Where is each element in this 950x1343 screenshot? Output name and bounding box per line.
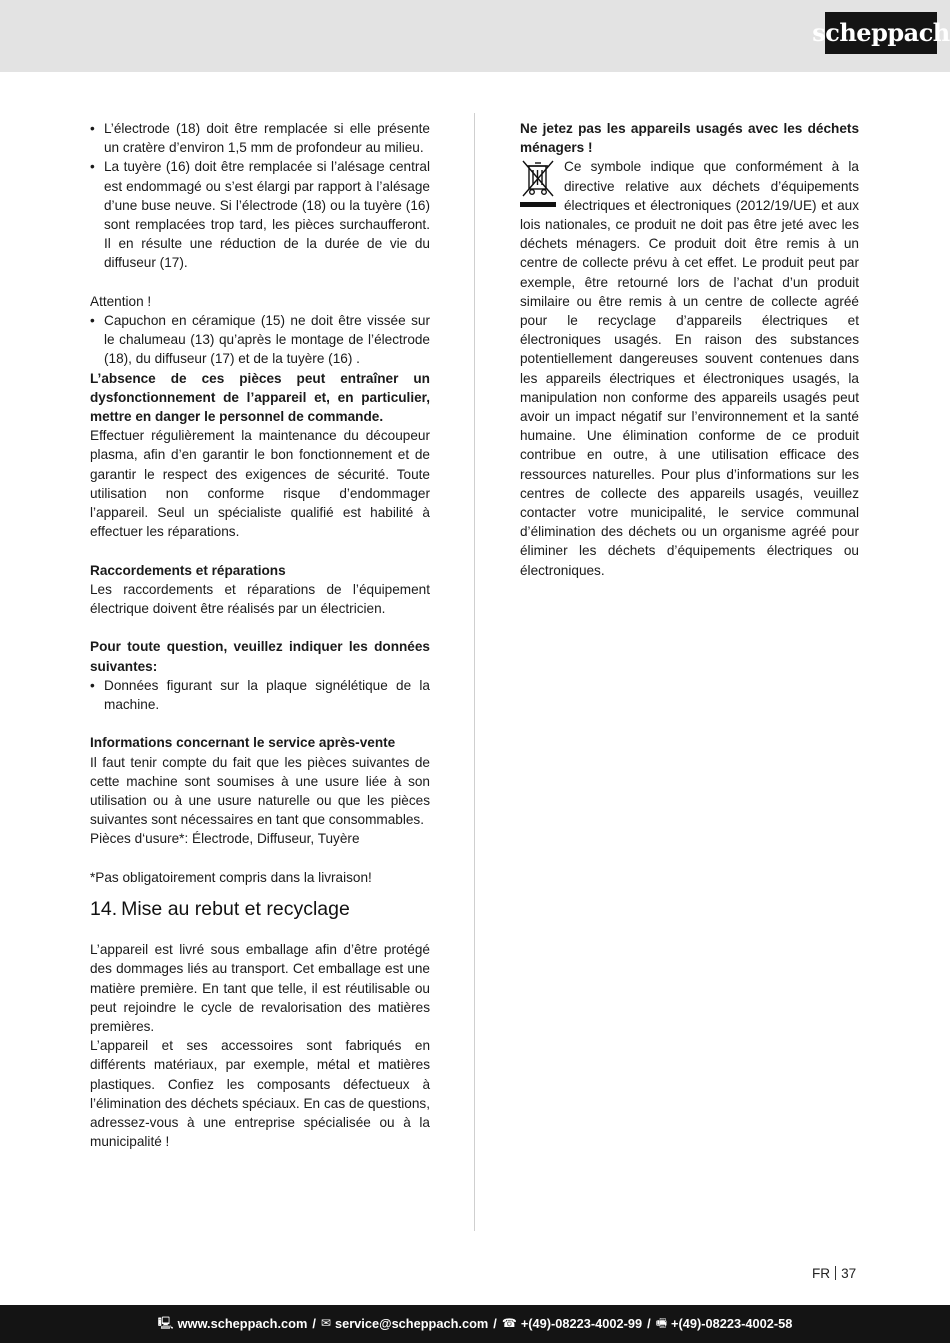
page-number xyxy=(812,1264,856,1283)
weee-text: Ce symbole indique que conformément à la directive relative aux déchets d’équipements électriques et électroniques (2012/19/UE) et aux lois nationales, ce produit ne doit pas être jeté avec les déchets ménagers. Ce produit doit être remis à un centre de collecte prévu à cet effet. Le produit peut par exemple, être retourné lors de l’achat d’un produit similaire ou être remis à un centre de collecte agréé pour le recyclage d’appareils électriques et électroniques usagés. En raison des substances potentiellement dangereuses souvent contenues dans les appareils électriques et électroniques usagés, la manipulation non conforme des appareils usagés peut avoir un impact négatif sur l’environnement et la santé humaine. Une élimination conforme de ce produit contribue en outre, à une utilisation efficace des ressources naturelles. Pour plus d’informations sur les centres de collecte des appareils usagés, veuillez contacter votre municipalité, le service communal d’élimination des déchets ou un organisme agréé pour éliminer les déchets d’équipements électriques ou électroniques. xyxy=(520,159,859,578)
footer-separator: / xyxy=(493,1316,497,1332)
footer-separator: / xyxy=(647,1316,651,1332)
left-column xyxy=(90,119,430,1151)
column-divider xyxy=(474,113,475,1231)
footer-fax: +(49)-08223-4002-58 xyxy=(671,1316,793,1332)
list-item: • Capuchon en céramique (15) ne doit être vissée sur le chalumeau (13) qu’après le montage de l’électrode (18), du diffuseur (17) et de la tuyère (16) . xyxy=(90,311,430,369)
section-number: 14. xyxy=(90,898,118,921)
electrode-nozzle-list xyxy=(90,119,430,273)
maintenance-text: Effectuer régulièrement la maintenance du découpeur plasma, afin d’en garantir le bon fonctionnement et de garantir le respect des exigences de sécurité. Toute utilisation non conforme risque d’endommager l’appareil. Seul un spécialiste qualifié est habilité à effectuer les réparations. xyxy=(90,428,430,540)
list-item: • La tuyère (16) doit être remplacée si l’alésage central est endommagé ou s’est élargi par rapport à l’alésage d’une buse neuve. Si l’électrode (18) ou la tuyère (16) sont remplacées trop tard, les pièces surchaufferont. Il en résulte une réduction de la durée de vie du diffuseur (17). xyxy=(90,157,430,272)
disposal-paragraph-1: L’appareil est livré sous emballage afin d’être protégé des dommages liés au transport. Cet emballage est une matière première. En tant que telle, il est réutilisable ou peut rejoindre le cycle de revalorisation des matières premières. xyxy=(90,942,430,1035)
phone-icon: ☎ xyxy=(501,1316,517,1331)
warning-text: L’absence de ces pièces peut entraîner un dysfonctionnement de l’appareil et, en particulier, mettre en danger le personnel de commande. xyxy=(90,370,430,425)
section-title xyxy=(90,897,430,921)
fax-icon: 🖷 xyxy=(655,1316,668,1331)
list-item: • Données figurant sur la plaque signélétique de la machine. xyxy=(90,676,430,714)
page-number-value: 37 xyxy=(841,1266,857,1281)
footer-separator: / xyxy=(312,1316,316,1332)
weee-heading: Ne jetez pas les appareils usagés avec les déchets ménagers ! xyxy=(520,121,859,156)
list-item: • L’électrode (18) doit être remplacée si elle présente un cratère d’environ 1,5 mm de profondeur au milieu. xyxy=(90,119,430,157)
computer-icon: 🖳 xyxy=(157,1316,174,1331)
weee-block xyxy=(520,157,859,579)
footer-phone: +(49)-08223-4002-99 xyxy=(520,1316,643,1332)
right-column xyxy=(520,119,859,580)
connections-heading: Raccordements et réparations xyxy=(90,562,286,578)
attention-label: Attention ! xyxy=(90,293,152,309)
page-footer xyxy=(0,1305,950,1343)
email-icon: ✉ xyxy=(320,1316,331,1331)
wear-parts: Pièces d‘usure*: Électrode, Diffuseur, Tuyère xyxy=(90,831,360,847)
question-heading: Pour toute question, veuillez indiquer les données suivantes: xyxy=(90,639,430,674)
question-list xyxy=(90,676,430,714)
ceramic-cap-list xyxy=(90,311,430,369)
service-text: Il faut tenir compte du fait que les pièces suivantes de cette machine sont soumises à une usure liée à son utilisation ou à une usure naturelle ou que les pièces suivantes sont nécessaires en tant que consommables. xyxy=(90,754,430,828)
page-number-separator xyxy=(835,1266,836,1280)
disposal-paragraph-2: L’appareil et ses accessoires sont fabriqués en différents matériaux, par exemple, métal et matières plastiques. Confiez les composants défectueux à l’élimination des déchets spéciaux. En cas de questions, adressez-vous à une entreprise spécialisée ou à la municipalité ! xyxy=(90,1038,430,1150)
footnote: *Pas obligatoirement compris dans la livraison! xyxy=(90,869,372,885)
section-title-text: Mise au rebut et recyclage xyxy=(121,898,350,921)
crossed-out-wheelie-bin-icon xyxy=(520,159,558,207)
connections-text: Les raccordements et réparations de l’équipement électrique doivent être réalisés par un électricien. xyxy=(90,581,430,617)
service-heading: Informations concernant le service après-vente xyxy=(90,735,396,751)
page-language: FR xyxy=(812,1266,831,1281)
footer-email: service@scheppach.com xyxy=(334,1316,489,1332)
brand-logo: scheppach xyxy=(825,12,937,54)
page-header xyxy=(0,0,950,72)
footer-website: www.scheppach.com xyxy=(177,1316,308,1332)
